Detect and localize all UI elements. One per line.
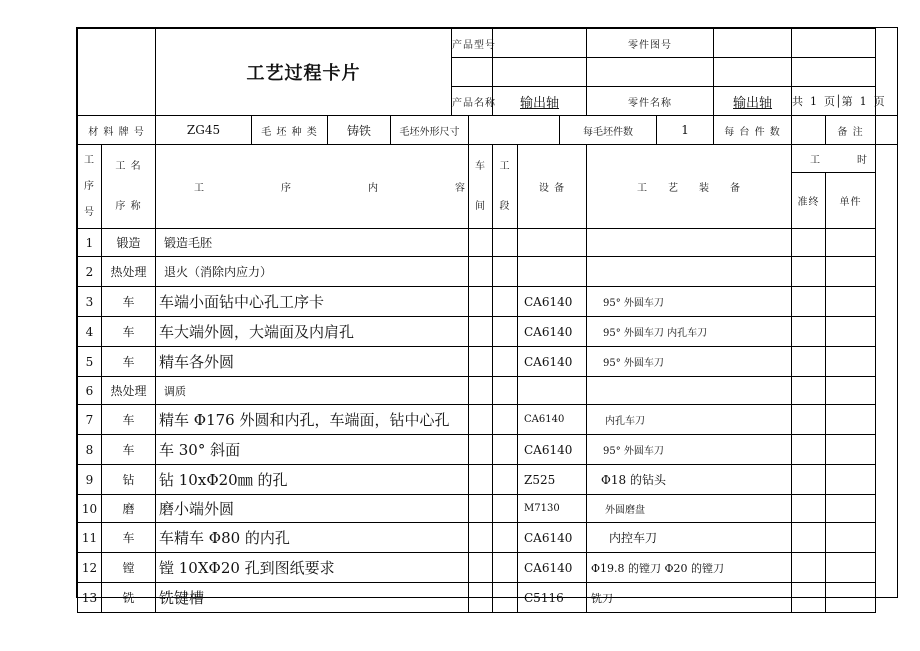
step-no: 12 [78, 553, 102, 583]
step-unit-time [826, 465, 876, 495]
step-name: 锻造 [102, 229, 156, 257]
step-tooling: 95° 外圆车刀 [587, 287, 792, 317]
step-tooling: 外圆磨盘 [587, 495, 792, 523]
blank-size-value [469, 116, 560, 145]
step-prep-time [792, 317, 826, 347]
step-name: 车 [102, 405, 156, 435]
col-step-no: 工 序 号 [78, 145, 102, 229]
step-workshop [469, 317, 493, 347]
step-tooling: Φ19.8 的镗刀 Φ20 的镗刀 [587, 553, 792, 583]
step-unit-time [826, 523, 876, 553]
step-no: 5 [78, 347, 102, 377]
step-section [493, 257, 518, 287]
page-info: 共 1 页│第 1 页 [792, 87, 876, 116]
step-equipment: CA6140 [518, 317, 587, 347]
step-content: 锻造毛胚 [156, 229, 469, 257]
step-no: 11 [78, 523, 102, 553]
step-prep-time [792, 495, 826, 523]
step-name: 铣 [102, 583, 156, 613]
step-tooling [587, 229, 792, 257]
step-workshop [469, 553, 493, 583]
step-equipment [518, 377, 587, 405]
per-unit-value [792, 116, 826, 145]
step-section [493, 347, 518, 377]
step-section [493, 287, 518, 317]
blank-cell [714, 58, 792, 87]
step-workshop [469, 229, 493, 257]
page-no: 1 [859, 95, 867, 108]
step-prep-time [792, 347, 826, 377]
step-name: 磨 [102, 495, 156, 523]
step-no: 1 [78, 229, 102, 257]
product-name-value: 输出轴 [493, 87, 587, 116]
col-unit-time: 单件 [826, 173, 876, 229]
step-no: 2 [78, 257, 102, 287]
step-unit-time [826, 257, 876, 287]
step-equipment: CA6140 [518, 347, 587, 377]
product-model-label: 产品型号 [452, 29, 493, 58]
step-section [493, 523, 518, 553]
step-content: 钻 10xΦ20㎜ 的孔 [156, 465, 469, 495]
col-equipment: 设 备 [518, 145, 587, 229]
step-section [493, 435, 518, 465]
material-label: 材 料 牌 号 [78, 116, 156, 145]
step-section [493, 465, 518, 495]
step-tooling: Φ18 的钻头 [587, 465, 792, 495]
step-content: 调质 [156, 377, 469, 405]
step-name: 热处理 [102, 257, 156, 287]
col-step-name: 工 名 序 称 [102, 145, 156, 229]
step-name: 车 [102, 523, 156, 553]
step-unit-time [826, 229, 876, 257]
step-section [493, 553, 518, 583]
blank-type-label: 毛 坯 种 类 [252, 116, 328, 145]
step-workshop [469, 405, 493, 435]
blank-count-label: 每毛坯件数 [560, 116, 657, 145]
step-unit-time [826, 287, 876, 317]
step-workshop [469, 523, 493, 553]
step-unit-time [826, 435, 876, 465]
step-no: 4 [78, 317, 102, 347]
blank-cell [78, 29, 156, 116]
blank-count-value: 1 [657, 116, 714, 145]
step-unit-time [826, 553, 876, 583]
step-equipment: M7130 [518, 495, 587, 523]
col-section: 工 段 [493, 145, 518, 229]
step-no: 13 [78, 583, 102, 613]
col-tooling: 工 艺 装 备 [587, 145, 792, 229]
step-unit-time [826, 405, 876, 435]
step-tooling [587, 257, 792, 287]
step-workshop [469, 583, 493, 613]
step-content: 车精车 Φ80 的内孔 [156, 523, 469, 553]
step-prep-time [792, 257, 826, 287]
step-equipment: CA6140 [518, 287, 587, 317]
step-prep-time [792, 287, 826, 317]
step-tooling: 内孔车刀 [587, 405, 792, 435]
process-card [76, 27, 898, 607]
step-name: 车 [102, 347, 156, 377]
col-step-content: 工 序 内 容 [156, 145, 469, 229]
step-content: 镗 10XΦ20 孔到图纸要求 [156, 553, 469, 583]
step-section [493, 405, 518, 435]
per-unit-label: 每 台 件 数 [714, 116, 792, 145]
step-tooling: 铣刀 [587, 583, 792, 613]
card-title: 工艺过程卡片 [156, 29, 452, 116]
step-no: 6 [78, 377, 102, 405]
product-model-value [493, 29, 587, 58]
step-content: 精车 Φ176 外圆和内孔，车端面，钻中心孔 [156, 405, 469, 435]
col-time: 工 时 [792, 145, 876, 173]
step-no: 8 [78, 435, 102, 465]
step-workshop [469, 377, 493, 405]
step-section [493, 495, 518, 523]
blank-type-value: 铸铁 [328, 116, 391, 145]
process-table [77, 28, 898, 613]
step-section [493, 229, 518, 257]
col-workshop: 车 间 [469, 145, 493, 229]
step-content: 车大端外圆，大端面及内肩孔 [156, 317, 469, 347]
step-prep-time [792, 377, 826, 405]
step-workshop [469, 465, 493, 495]
step-no: 3 [78, 287, 102, 317]
part-drawing-extra [792, 29, 876, 58]
step-tooling [587, 377, 792, 405]
step-tooling: 95° 外圆车刀 内孔车刀 [587, 317, 792, 347]
step-prep-time [792, 583, 826, 613]
total-pages: 1 [810, 95, 818, 108]
step-tooling: 95° 外圆车刀 [587, 435, 792, 465]
step-unit-time [826, 317, 876, 347]
part-name-value: 输出轴 [714, 87, 792, 116]
step-workshop [469, 435, 493, 465]
step-content: 精车各外圆 [156, 347, 469, 377]
step-equipment: Z525 [518, 465, 587, 495]
step-prep-time [792, 435, 826, 465]
step-prep-time [792, 465, 826, 495]
step-workshop [469, 257, 493, 287]
blank-size-label: 毛坯外形尺寸 [391, 116, 469, 145]
step-tooling: 内控车刀 [587, 523, 792, 553]
step-equipment: C5116 [518, 583, 587, 613]
step-prep-time [792, 553, 826, 583]
step-workshop [469, 347, 493, 377]
step-prep-time [792, 523, 826, 553]
step-equipment: CA6140 [518, 405, 587, 435]
step-name: 车 [102, 435, 156, 465]
page-label: 第 [841, 95, 853, 108]
step-no: 7 [78, 405, 102, 435]
page-unit: 页 [824, 95, 836, 108]
step-equipment: CA6140 [518, 523, 587, 553]
page-unit2: 页 [873, 95, 885, 108]
part-drawing-value [714, 29, 792, 58]
step-equipment: CA6140 [518, 553, 587, 583]
blank-cell [452, 58, 493, 87]
step-content: 车端小面钻中心孔工序卡 [156, 287, 469, 317]
step-unit-time [826, 347, 876, 377]
step-name: 钻 [102, 465, 156, 495]
step-content: 铣键槽 [156, 583, 469, 613]
step-tooling: 95° 外圆车刀 [587, 347, 792, 377]
part-drawing-label: 零件图号 [587, 29, 714, 58]
step-no: 9 [78, 465, 102, 495]
remarks-label: 备 注 [826, 116, 876, 145]
product-name-label: 产品名称 [452, 87, 493, 116]
step-workshop [469, 287, 493, 317]
step-unit-time [826, 377, 876, 405]
step-equipment [518, 229, 587, 257]
blank-cell [587, 58, 714, 87]
remarks-value [876, 116, 898, 145]
step-content: 车 30° 斜面 [156, 435, 469, 465]
step-unit-time [826, 495, 876, 523]
step-section [493, 377, 518, 405]
blank-cell [792, 58, 876, 87]
step-equipment [518, 257, 587, 287]
step-name: 车 [102, 317, 156, 347]
step-no: 10 [78, 495, 102, 523]
material-value: ZG45 [156, 116, 252, 145]
total-label: 共 [792, 95, 804, 108]
step-section [493, 317, 518, 347]
step-workshop [469, 495, 493, 523]
step-unit-time [826, 583, 876, 613]
step-content: 磨小端外圆 [156, 495, 469, 523]
step-prep-time [792, 229, 826, 257]
part-name-label: 零件名称 [587, 87, 714, 116]
step-content: 退火（消除内应力） [156, 257, 469, 287]
step-name: 车 [102, 287, 156, 317]
step-prep-time [792, 405, 826, 435]
col-prep-time: 准终 [792, 173, 826, 229]
step-section [493, 583, 518, 613]
step-name: 镗 [102, 553, 156, 583]
step-name: 热处理 [102, 377, 156, 405]
step-equipment: CA6140 [518, 435, 587, 465]
blank-cell [493, 58, 587, 87]
